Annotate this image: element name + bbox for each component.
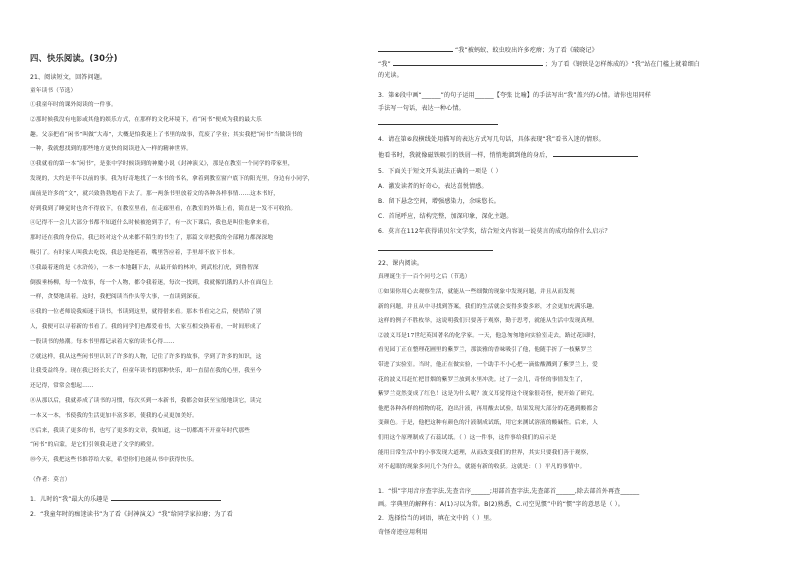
passage-line: 那时还在我的身份后，我已经对这个从来都不陌生的书生了，那篇文章把我的全部精力都深深地 xyxy=(30,235,274,242)
passage-line: 看见园丁正在整理花圃里的紫罗兰，那淡雅的香味吸引了他，他随手折了一枝紫罗兰 xyxy=(378,347,593,354)
option-a[interactable]: A．激发读者的好奇心，表达喜悦情感。 xyxy=(378,183,488,190)
passage-line: 紫罗兰竟然变成了红色！这是为什么呢？波义耳觉得这个现象很奇怪，便开始了研究。 xyxy=(378,391,598,398)
question-3: 3．第⑥段中画“______”的句子运用______【夸张 比喻】的手法写出“我”盖兴的心情。请你也用同样 xyxy=(378,92,651,99)
passage-line: 一股读书的热潮。每本书里都记录着大家的读书心得…… xyxy=(30,338,175,345)
passage-line: 们用这个原理制成了石蕊试纸。（ ）这一件事，这件事给我们的启示是 xyxy=(378,435,557,441)
q2-continued-line-3: 的光读。 xyxy=(378,72,403,79)
passage-line: “闲书”的启蒙，是它们引领我走进了文学的殿堂。 xyxy=(30,442,158,449)
question-21-intro: 21、阅读短文，回答问题。 xyxy=(30,74,107,81)
question-6: 6．莫言在112年获得诺贝尔文学奖，结合短文内容说一说莫言的成功给你什么启示？ xyxy=(378,228,611,235)
passage-line: 能用日常生活中的小事发现大道理，从而改变我们的世界，其实只要我们善于观察， xyxy=(378,449,593,456)
passage-line: 让我受益终身。现在我已经长大了，但童年读书的那种快乐，却一直留在我的心里，我至今 xyxy=(30,368,262,375)
answer-line[interactable] xyxy=(378,244,493,254)
question-4-prompt: 他看书时，我就像磁铁吸引的铁屑一样，悄悄地溜到他的身后， xyxy=(378,150,638,159)
passage-line: 变颜色。于是，他把这种有颜色的汁液制成试纸，用它来测试溶液的酸碱性。后来，人 xyxy=(378,420,598,427)
passage-line: 一样，贪婪地读着。这时，我把阅读当作头等大事，一直读到深夜。 xyxy=(30,294,204,301)
passage-line: ④记得不一会儿大部分书都不知道什么时候被抢到手了，有一次下课后，我也是叫住他拿来看， xyxy=(30,220,274,227)
passage-line: 他把各种各样的植物的花，泡出汁液，再用酸去试验，结果发现大部分的花遇到酸都会 xyxy=(378,405,598,412)
passage-line: ⑧从那以后，我就养成了读书的习惯，每次买到一本新书，我都会如获至宝般地读它，读完 xyxy=(30,398,262,404)
passage-line: 吸引了。有时家人叫我去吃饭，我总是拖延着，嘴里答应着，手里却不放下书本。 xyxy=(30,250,239,256)
q2-continued-line-1: “我”被蚂蚁、蚊虫咬出许多疙瘩；为了看《破晓记》 xyxy=(378,45,598,54)
passage-line: 对不起眼的现象多问几个为什么，就能有新的收获。这就是：（ ）平凡的事情中。 xyxy=(378,464,586,471)
author-note: （作者：莫言） xyxy=(30,477,71,483)
passage-line: 一本又一本，书使我的生活更加丰富多彩，使我的心灵更加美好。 xyxy=(30,412,198,419)
question-2: 2．“我童年时的痴迷读书”为了看《封神演义》“我”给同学家拉磨；为了看 xyxy=(30,511,233,518)
word-bank: 奇怪奇迹应用利用 xyxy=(378,529,428,536)
passage-line: 好到我到了睡觉时也舍不得放下，在教室里看，在走廊里看，在教室的外墙上看，简直是一发不可收拾。 xyxy=(30,205,297,212)
passage-line: 一种，我就想找到的那些地方更快的阅读进入一样的精神世界。 xyxy=(30,146,193,153)
passage-line: ②波义耳是17世纪英国著名的化学家。一天，他急匆匆地向实验室走去，路过花园时， xyxy=(378,332,600,339)
answer-line[interactable] xyxy=(378,118,498,128)
passage-line: 花的波义耳赶忙把冒烟的紫罗兰放到水里冲洗。过了一会儿，奇怪的事情发生了， xyxy=(378,376,587,383)
passage-line: 这样的例子不胜枚举，这说明我们只要善于观察，勤于思考，就能从生活中发现真理。 xyxy=(378,318,598,325)
passage-line: ①如果你用心去观察生活，就能从一些细微的现象中发现问题，并且从而发现 xyxy=(378,289,575,295)
answer-blank[interactable] xyxy=(553,150,638,157)
passage-line: ⑦就这样，我从这些闲书里认识了许多的人物，记住了许多的故事，学到了许多的知识，这 xyxy=(30,353,262,360)
passage-line: ③我就看的第一本“闲书”，是张中学时候读到的神魔小说《封神演义》，那是在教室一个同学的带家里， xyxy=(30,161,294,168)
q2-continued-line-2: “我” ；为了看《钢铁是怎样炼成的》“我”站在门槛上就着细白 xyxy=(378,61,700,68)
answer-blank[interactable] xyxy=(393,59,543,66)
passage-line: 人，我便可以寻着新的书看了。我的同学们也都爱看书，大家互相交换着看，一时间形成了 xyxy=(30,324,262,330)
passage-line: ⑤我最着迷的是《水浒传》，一本一本地翻下去，从最开始的林冲，到武松打虎，到鲁智深 xyxy=(30,264,259,271)
option-c[interactable]: C．首尾呼应，结构完整，加深印象，深化主题。 xyxy=(378,213,513,220)
passage-title: 童年读书（节选） xyxy=(30,88,77,94)
answer-blank[interactable] xyxy=(378,45,453,52)
passage-line: 发现的，大约是半年以前的事。我为好奇地找了一本书的书名，拿着到教室窗户底下的阳光里，身边有小同学， xyxy=(30,176,314,182)
question-5: 5．下面关于短文开头说法正确的一项是（ ） xyxy=(378,168,502,175)
passage-line: 新的问题，并且从中寻找到答案，我们的生活就会变得多姿多彩，才会更加充满乐趣。 xyxy=(378,303,598,310)
passage-line: 还记得，常常会想起…… xyxy=(30,383,94,390)
passage2-title: 真理诞生于一百个问号之后（节选） xyxy=(378,274,471,280)
question-4: 4．请在第⑥段横线处用描写的表达方式写几句话，具体表现“我”看书入迷的情形。 xyxy=(378,136,605,143)
passage-line: ⑩今天，我把这些书推荐给大家，希望你们也能从书中获得快乐。 xyxy=(30,457,198,464)
question-22-1b: 画。字典里的解释有：A(1)习以为常。B(2)熟悉，C.司空见惯”中的“惯”字的意思是（ ）。 xyxy=(378,501,624,508)
passage-line: 趣。父亲把看“闲书”叫做“大毒”，大概是怕我迷上了书里的故事，荒废了学业；其实我把“闲书”当做读书的 xyxy=(30,131,303,138)
passage-line: ①我童年时的课外阅读的一件事。 xyxy=(30,102,117,108)
question-1 xyxy=(30,494,221,503)
passage-line: 倒拔垂杨柳，每一个故事，每一个人物，都令我着迷，每次一找到，我就像饥饿的人扑在面包上 xyxy=(30,279,274,286)
passage-line: ⑨后来，我读了更多的书，也写了更多的文章，我知道，这一切都离不开童年时代那些 xyxy=(30,427,250,434)
section-title: 四、快乐阅读。(30分) xyxy=(30,53,118,63)
question-22-intro: 22、课内阅读。 xyxy=(378,260,424,267)
question-22-1: 1．“惧”字用音序查字法,先查音序______;用部首查字法,先查部首______,除去部首外再查______ xyxy=(378,488,640,495)
question-3-cont: 手法写一句话，表达一种心情。 xyxy=(378,105,465,112)
question-22-2: 2．选择恰当的词语，填在文中的（ ）里。 xyxy=(378,515,496,522)
passage-line: ⑥我的一位老师说我痴迷于读书，书读到这里，就得借来看。那本书看完之后，便借给了别 xyxy=(30,309,262,316)
passage-line: 带进了实验室。当时，他正在做实验，一个助手不小心把一滴盐酸溅到了紫罗兰上，爱 xyxy=(378,362,598,368)
passage-line: ②那时候我没有电影或其他的娱乐方式，在那样的文化环境下，看“闲书”便成为我的最大乐 xyxy=(30,116,262,123)
option-b[interactable]: B．留下悬念空间，增强感染力，余味悠长。 xyxy=(378,198,500,205)
question-1-text: 1．儿时的“我”最大的乐趣是 xyxy=(30,496,109,503)
passage-line: 面前是许多的“文”，就兴致勃勃地看下去了。那一两条书里放着文的各种各样事情……这本书好， xyxy=(30,190,280,197)
answer-blank[interactable] xyxy=(111,494,221,501)
